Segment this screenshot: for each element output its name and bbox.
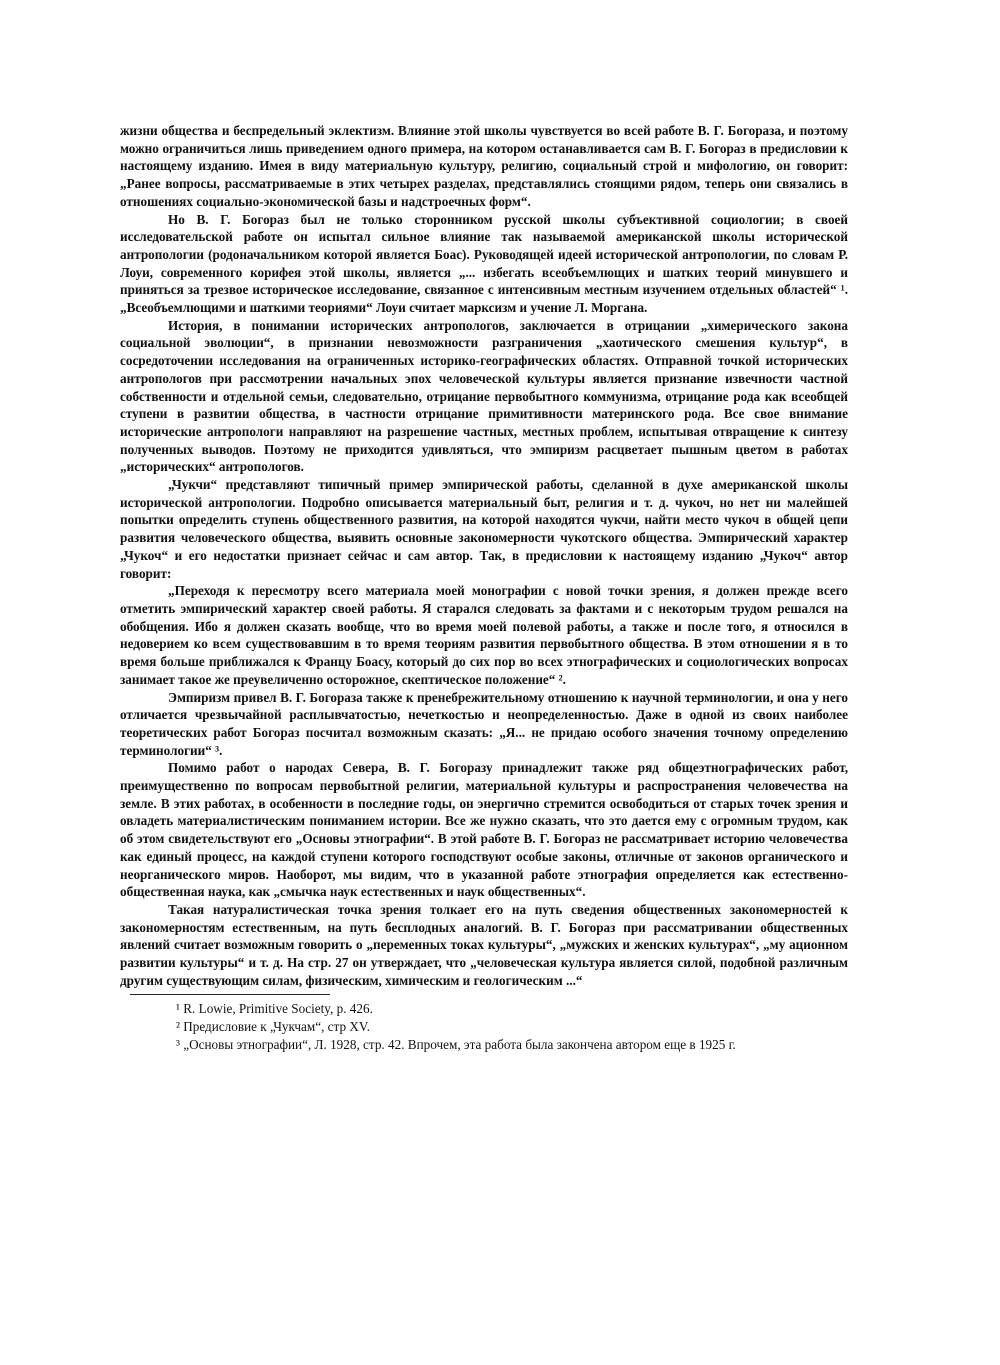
- paragraph-2: Но В. Г. Богораз был не только сторонником русской школы субъективной социологии; в своей исследовательской работе он испытал сильное влияние так называемой американской школы исторической антропологии (родоначальником которой является Боас). Руководящей идеей исторической антропологии, по словам Р. Лоуи, современного корифея этой школы, является „... избегать всеобъемлющих и шатких теорий минувшего и приняться за трезвое историческое исследование, связанное с интенсивным местным изучением отдельных областей“ ¹. „Всеобъемлющими и шаткими теориями“ Лоуи считает марксизм и учение Л. Моргана.: [120, 211, 848, 316]
- footnote-3: ³ „Основы этнографии“, Л. 1928, стр. 42. Впрочем, эта работа была закончена автором еще в 1925 г.: [176, 1036, 736, 1052]
- quote-paragraph: „Переходя к пересмотру всего материала моей монографии с новой точки зрения, я должен прежде всего отметить эмпирический характер своей работы. Я старался следовать за фактами и с некоторым трудом решался на обобщения. Ибо я должен сказать вообще, что во время моей полевой работы, а также и после того, я относился в недоверием ко всем существовавшим в то время теориям развития первобытного общества. В этом отношении я в то время больше приближался к Францу Боасу, который до сих пор во всех этнографических и социологических вопросах занимает такое же преувеличенно осторожное, скептическое положение“ ².: [120, 583, 848, 687]
- paragraph-6: Эмпиризм привел В. Г. Богораза также к пренебрежительному отношению к научной терминологии, и она у него отличается чрезвычайной расплывчатостью, нечеткостью и неопределенностью. Даже в одной из своих наиболее теоретических работ Богораз посчитал возможным сказать: „Я... не придаю особого значения точному определению терминологии“ ³.: [120, 689, 848, 758]
- footnotes: [120, 1000, 848, 1053]
- footnote-1: ¹ R. Lowie, Primitive Society, p. 426.: [176, 1001, 373, 1017]
- document-page: [120, 122, 848, 1054]
- footnote-divider: [130, 994, 330, 995]
- paragraph-3: История, в понимании исторических антропологов, заключается в отрицании „химерического закона социальной эволюции“, в признании невозможности разграничения „хаотического смешения культур“, в сосредоточении исследования на ограниченных историко-географических областях. Отправной точкой исторических антропологов при рассмотрении начальных эпох человеческой культуры является признание извечности частной собственности и отдельной семьи, следовательно, отрицание первобытного коммунизма, отрицание рода как всеобщей ступени в развитии общества, в частности отрицание примитивности материнского рода. Все свое внимание исторические антропологи направляют на разрешение частных, местных проблем, испытывая отвращение к синтезу полученных выводов. Поэтому не приходится удивляться, что эмпиризм расцветает пышным цветом в работах „исторических“ антропологов.: [120, 317, 848, 475]
- footnote-2: ² Предисловие к „Чукчам“, стр XV.: [176, 1019, 370, 1035]
- paragraph-8: Такая натуралистическая точка зрения толкает его на путь сведения общественных закономерностей к закономерностям естественным, на путь бесплодных аналогий. В. Г. Богораз при рассматривании общественных явлений считает возможным говорить о „переменных токах культуры“, „мужских и женских культурах“, „му ационном развитии культуры“ и т. д. На стр. 27 он утверждает, что „человеческая культура является силой, подобной различным другим существующим силам, физическим, химическим и геологическим ...“: [120, 901, 848, 988]
- paragraph-4: „Чукчи“ представляют типичный пример эмпирической работы, сделанной в духе американской школы исторической антропологии. Подробно описывается материальный быт, религия и т. д. чукоч, но нет ни малейшей попытки определить ступень общественного развития, на которой находятся чукчи, найти место чукоч в общей цепи развития человеческого общества, выявить основные закономерности чукотского общества. Эмпирический характер „Чукоч“ и его недостатки признает сейчас и сам автор. Так, в предисловии к настоящему изданию „Чукоч“ автор говорит:: [120, 477, 848, 581]
- paragraph-7: Помимо работ о народах Севера, В. Г. Богоразу принадлежит также ряд общеэтнографических работ, преимущественно по вопросам первобытной религии, материальной культуры и распространения человечества на земле. В этих работах, в особенности в последние годы, он энергично стремится освободиться от старых точек зрения и овладеть материалистическим пониманием истории. Все же нужно сказать, что это дается ему с огромным трудом, как об этом свидетельствуют его „Основы этнографии“. В этой работе В. Г. Богораз не рассматривает историю человечества как единый процесс, на каждой ступени которого господствуют особые законы, отличные от законов органического и неорганического миров. Наоборот, мы видим, что в указанной работе этнография определяется как естественно-общественная наука, как „смычка наук естественных и наук общественных“.: [120, 760, 848, 900]
- paragraph-1: жизни общества и беспредельный эклектизм. Влияние этой школы чувствуется во всей работе В. Г. Богораза, и поэтому можно ограничиться лишь приведением одного примера, на котором останавливается сам В. Г. Богораз в предисловии к настоящему изданию. Имея в виду материальную культуру, религию, социальный строй и мифологию, он говорит: „Ранее вопросы, рассматриваемые в этих четырех разделах, представлялись стоящими рядом, теперь они связались в отношениях социально-экономической базы и надстроечных форм“.: [120, 123, 848, 209]
